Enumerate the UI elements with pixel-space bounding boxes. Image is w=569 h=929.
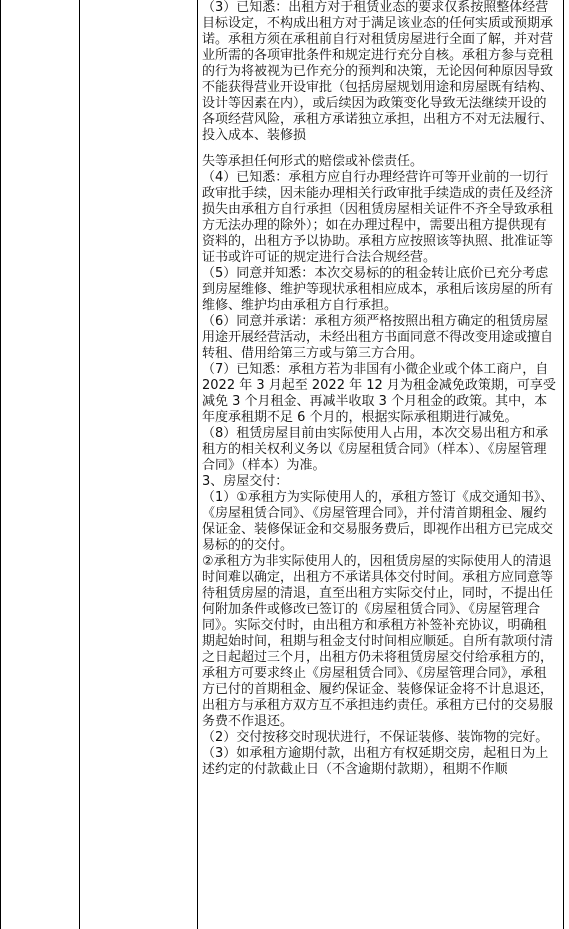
delivery-item-1a: （1）①承租方为实际使用人的，承租方签订《成交通知书》、《房屋租赁合同》、《房屋管理合同》，并付清首期租金、履约保证金、装修保证金和交易服务费后，即视作出租方已完成交易标的的交付。 xyxy=(202,490,554,553)
table-vertical-line-left xyxy=(0,0,1,929)
paragraph-8: （8）租赁房屋目前由实际使用人占用，本次交易出租方和承租方的相关权利义务以《房屋租赁合同》（样本）、《房屋管理合同》（样本）为准。 xyxy=(202,426,549,473)
paragraph-6: （6）同意并承诺：承租方须严格按照出租方确定的租赁房屋用途开展经营活动，未经出租方书面同意不得改变用途或擅自转租、借用给第三方或与第三方合用。 xyxy=(202,314,554,361)
paragraph-5: （5）同意并知悉：本次交易标的的租金转让底价已充分考虑到房屋维修、维护等现状承租相应成本，承租后该房屋的所有维修、维护均由承租方自行承担。 xyxy=(202,266,554,313)
paragraph-7: （7）已知悉：承租方若为非国有小微企业或个体工商户，自 2022 年 3 月起至 2022 年 12 月为租金减免政策期，可享受减免 3 个月租金、再减半收取 3 个月租金的政策。其中，本年度承租期不足 6 个月的，根据实际承租期进行减免。 xyxy=(202,362,556,425)
delivery-item-1b: ②承租方为非实际使用人的，因租赁房屋的实际使用人的清退时间难以确定，出租方不承诺具体交付时间。承租方应同意等待租赁房屋的清退，直至出租方实际交付止，同时，不提出任何附加条件或修改已签订的《房屋租赁合同》、《房屋管理合同》。实际交付时，由出租方和承租方补签补充协议，明确租期起始时间，租期与租金支付时间相应顺延。自所有款项付清之日起超过三个月，出租方仍未将租赁房屋交付给承租方的，承租方可要求终止《房屋租赁合同》、《房屋管理合同》，承租方已付的首期租金、履约保证金、装修保证金将不计息退还，出租方与承租方双方互不承担违约责任。承租方已付的交易服务费不作退还。 xyxy=(202,554,554,729)
delivery-item-2: （2）交付按移交时现状进行，不保证装修、装饰物的完好。 xyxy=(202,730,549,745)
paragraph-3-part-1: （3）已知悉：出租方对于租赁业态的要求仅系按照整体经营目标设定，不构成出租方对于满足该业态的任何实质或预期承诺。承租方须在承租前自行对租赁房屋进行全面了解，并对营业所需的各项审批条件和规定进行充分自核。承租方参与竞租的行为将被视为已作充分的预判和决策，无论因何种原因导致不能获得营业开设审批（包括房屋规划用途和房屋既有结构、设计等因素在内），或后续因为政策变化导致无法继续开设的各项经营风险，承租方承诺独立承担，出租方不对无法履行、投入成本、装修损 xyxy=(202,0,554,143)
section-3-heading: 3、房屋交付： xyxy=(202,474,289,489)
table-vertical-line-right xyxy=(563,0,564,929)
paragraph-4: （4）已知悉：承租方应自行办理经营许可等开业前的一切行政审批手续，因未能办理相关行政审批手续造成的责任及经济损失由承租方自行承担（因租赁房屋相关证件不齐全导致承租方无法办理的除外）；如在办理过程中，需要出租方提供现有资料的，出租方予以协助。承租方应按照该等执照、批准证等证书或许可证的规定进行合法合规经营。 xyxy=(202,170,554,265)
paragraph-3-part-2: 失等承担任何形式的赔偿或补偿责任。 xyxy=(202,154,424,169)
table-vertical-line-2 xyxy=(79,0,80,929)
document-content xyxy=(202,0,558,778)
table-vertical-line-3 xyxy=(197,0,198,929)
delivery-item-3: （3）如承租方逾期付款，出租方有权延期交房，起租日为上述约定的付款截止日（不含逾期付款期），租期不作顺 xyxy=(202,746,549,777)
